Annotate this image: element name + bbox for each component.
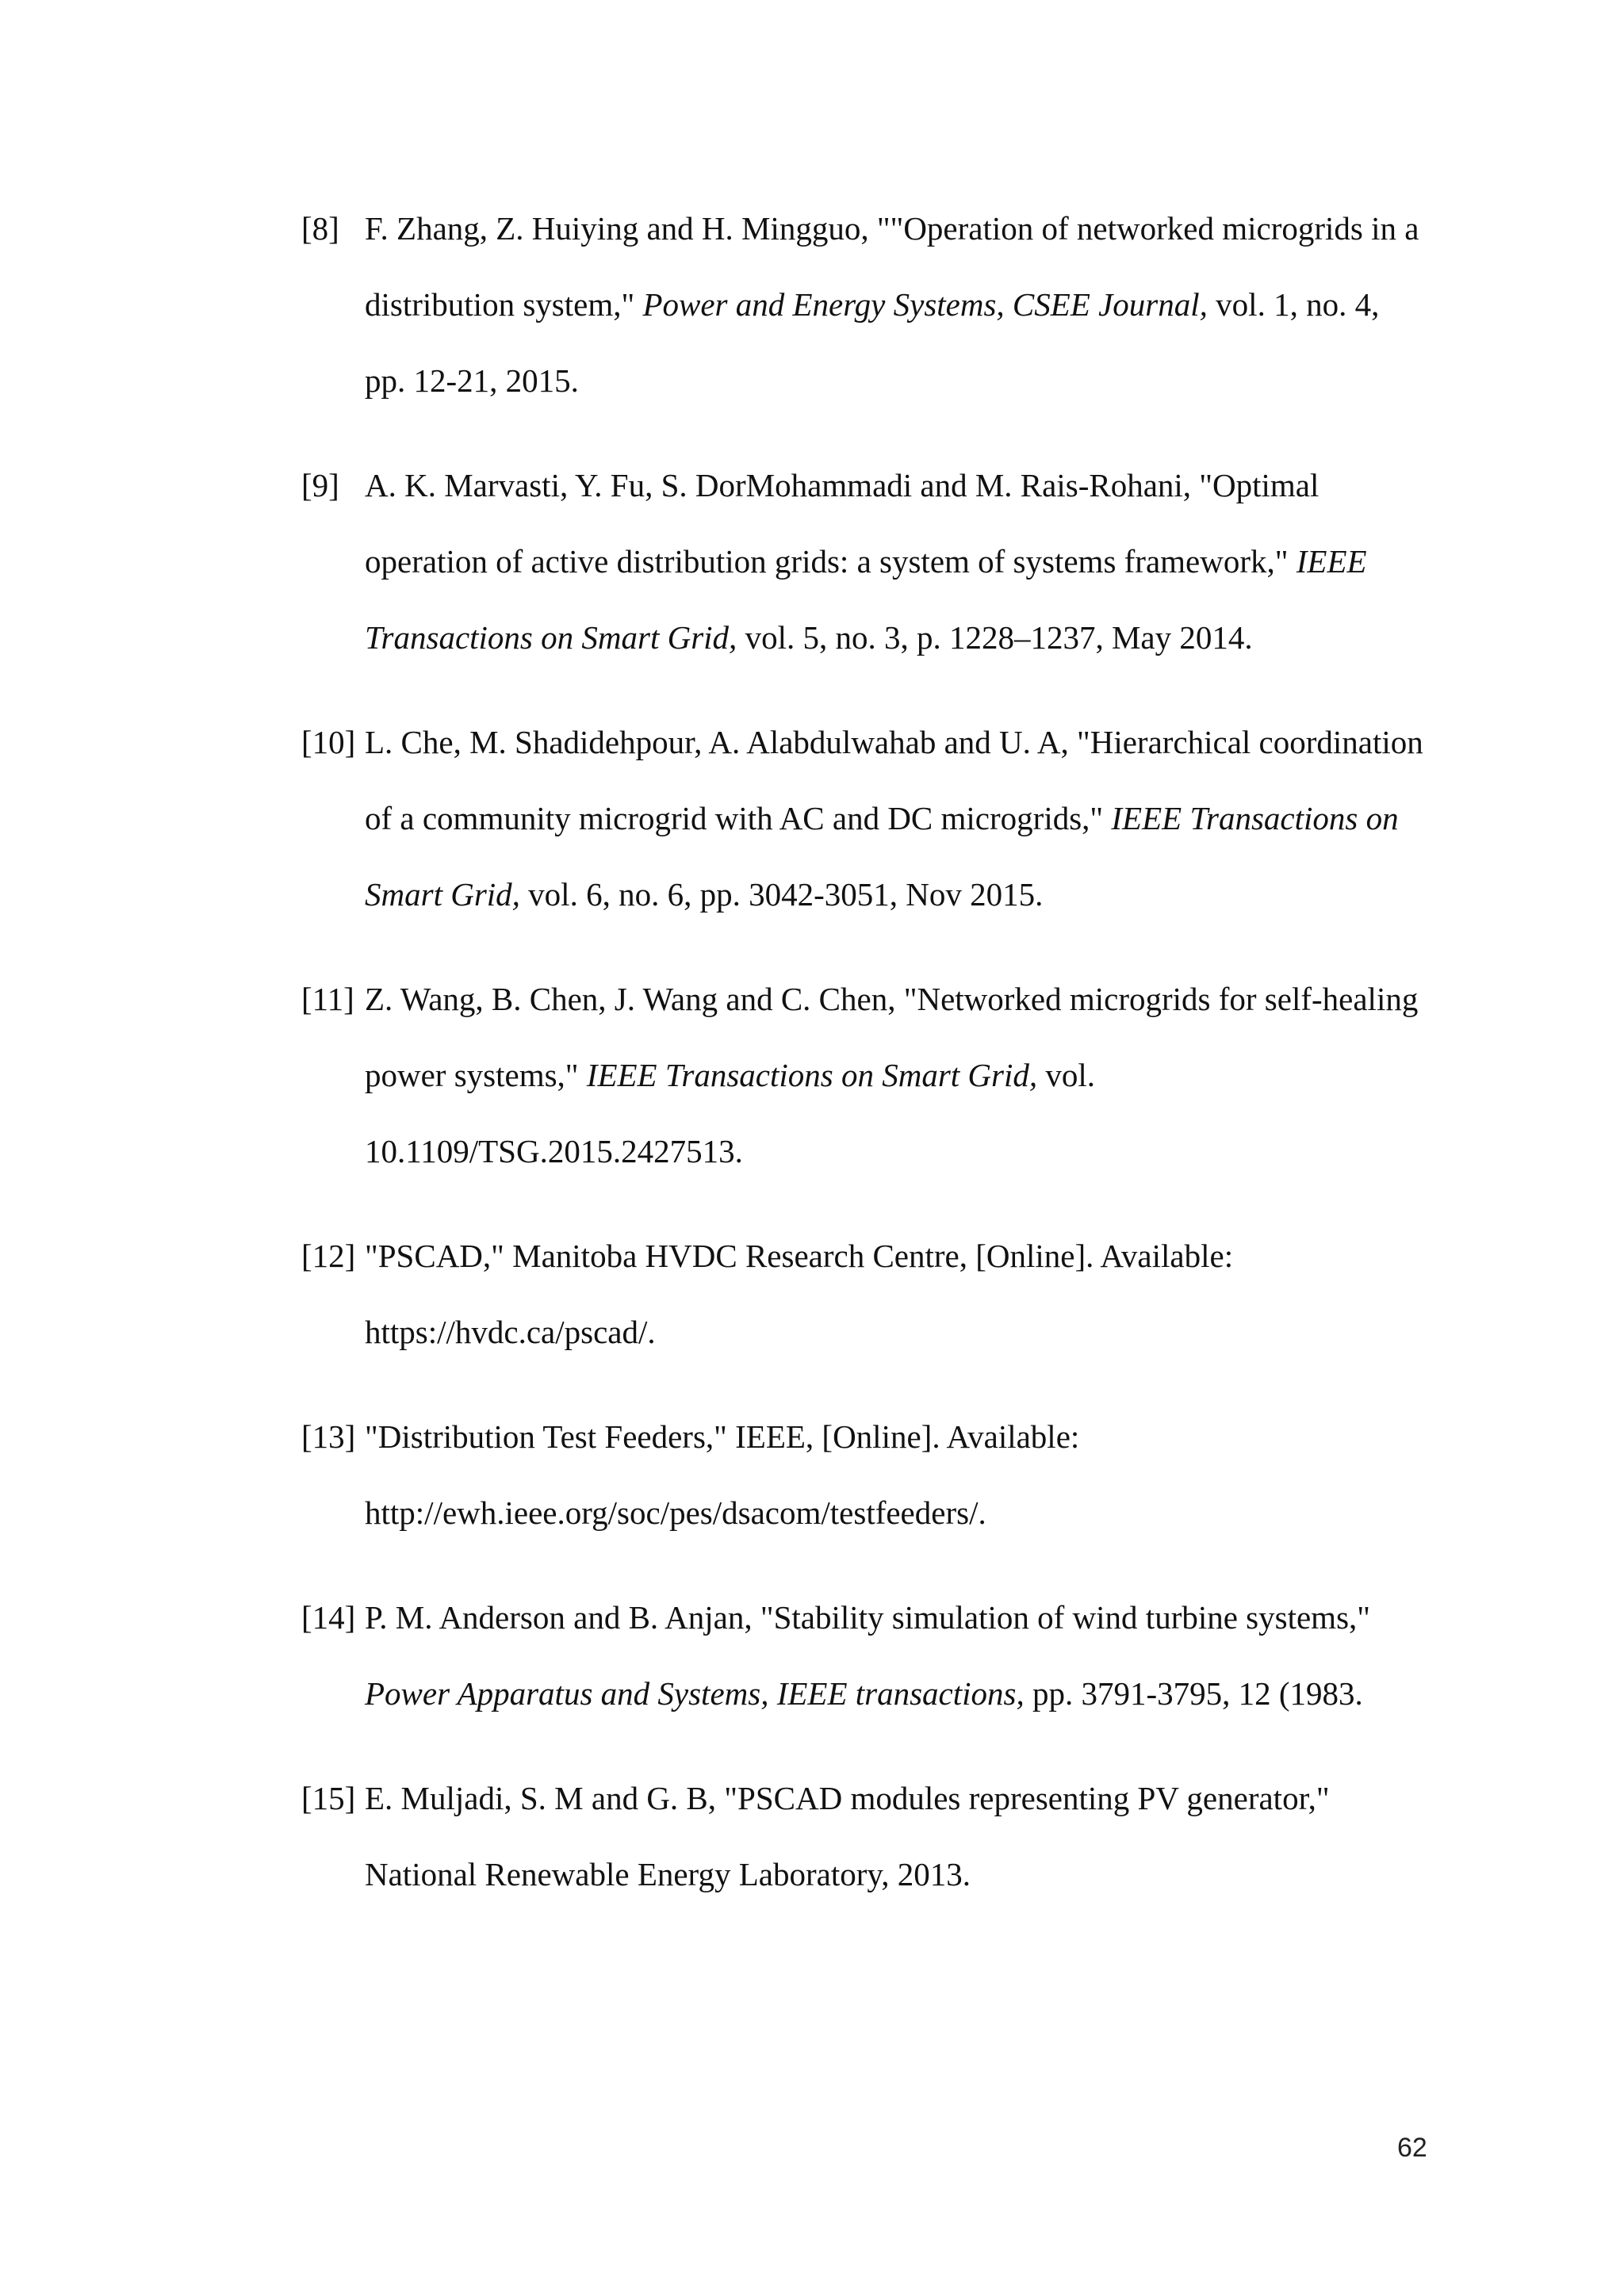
reference-item [301, 1760, 1427, 1912]
page-number: 62 [1397, 2133, 1427, 2163]
reference-details: vol. 6, no. 6, pp. 3042-3051, Nov 2015. [519, 876, 1044, 913]
reference-text [365, 724, 1423, 913]
reference-number: [9] [301, 467, 339, 503]
reference-number: [14] [301, 1599, 356, 1636]
reference-details: vol. 5, no. 3, p. 1228–1237, May 2014. [737, 619, 1253, 656]
reference-text: "PSCAD," Manitoba HVDC Research Centre, [Online]. Available: https://hvdc.ca/pscad/. [365, 1238, 1234, 1350]
reference-text: E. Muljadi, S. M and G. B, "PSCAD modules representing PV generator," National Renewable Energy Laboratory, 2013. [365, 1780, 1330, 1892]
reference-item [301, 190, 1427, 419]
reference-number: [15] [301, 1780, 356, 1816]
reference-journal: IEEE Transactions on Smart Grid, [365, 800, 1399, 913]
reference-text [365, 981, 1418, 1169]
reference-authors-title: P. M. Anderson and B. Anjan, "Stability simulation of wind turbine systems," [365, 1599, 1371, 1636]
reference-item [301, 1579, 1427, 1732]
reference-number: [11] [301, 981, 354, 1017]
reference-details: pp. 3791-3795, 12 (1983. [1024, 1675, 1363, 1712]
reference-text [365, 467, 1367, 656]
reference-text [365, 1599, 1370, 1712]
reference-item [301, 447, 1427, 675]
reference-item [301, 1399, 1427, 1551]
reference-journal: IEEE Transactions on Smart Grid, [586, 1057, 1038, 1093]
reference-number: [13] [301, 1418, 356, 1455]
reference-item [301, 961, 1427, 1189]
reference-list [301, 190, 1427, 1941]
reference-details: vol. 10.1109/TSG.2015.2427513. [365, 1057, 1096, 1169]
reference-item [301, 1218, 1427, 1370]
reference-item [301, 704, 1427, 932]
reference-number: [8] [301, 210, 339, 247]
reference-authors-title: F. Zhang, Z. Huiying and H. Mingguo, ""Operation of networked microgrids in a distribution system," [365, 210, 1419, 323]
reference-journal: IEEE Transactions on Smart Grid, [365, 543, 1367, 656]
reference-journal: Power Apparatus and Systems, IEEE transactions, [365, 1675, 1025, 1712]
reference-text: "Distribution Test Feeders," IEEE, [Online]. Available: http://ewh.ieee.org/soc/pes/dsacom/testfeeders/. [365, 1418, 1080, 1531]
reference-details: vol. 1, no. 4, pp. 12-21, 2015. [365, 286, 1380, 399]
reference-journal: Power and Energy Systems, CSEE Journal, [642, 286, 1208, 323]
reference-authors-title: Z. Wang, B. Chen, J. Wang and C. Chen, "Networked microgrids for self-healing power systems," [365, 981, 1419, 1093]
reference-number: [10] [301, 724, 356, 760]
reference-number: [12] [301, 1238, 356, 1274]
reference-text [365, 210, 1419, 399]
reference-authors-title: L. Che, M. Shadidehpour, A. Alabdulwahab and U. A, "Hierarchical coordination of a community microgrid with AC and DC microgrids," [365, 724, 1423, 836]
reference-authors-title: A. K. Marvasti, Y. Fu, S. DorMohammadi and M. Rais-Rohani, "Optimal operation of active distribution grids: a system of systems framework," [365, 467, 1320, 580]
